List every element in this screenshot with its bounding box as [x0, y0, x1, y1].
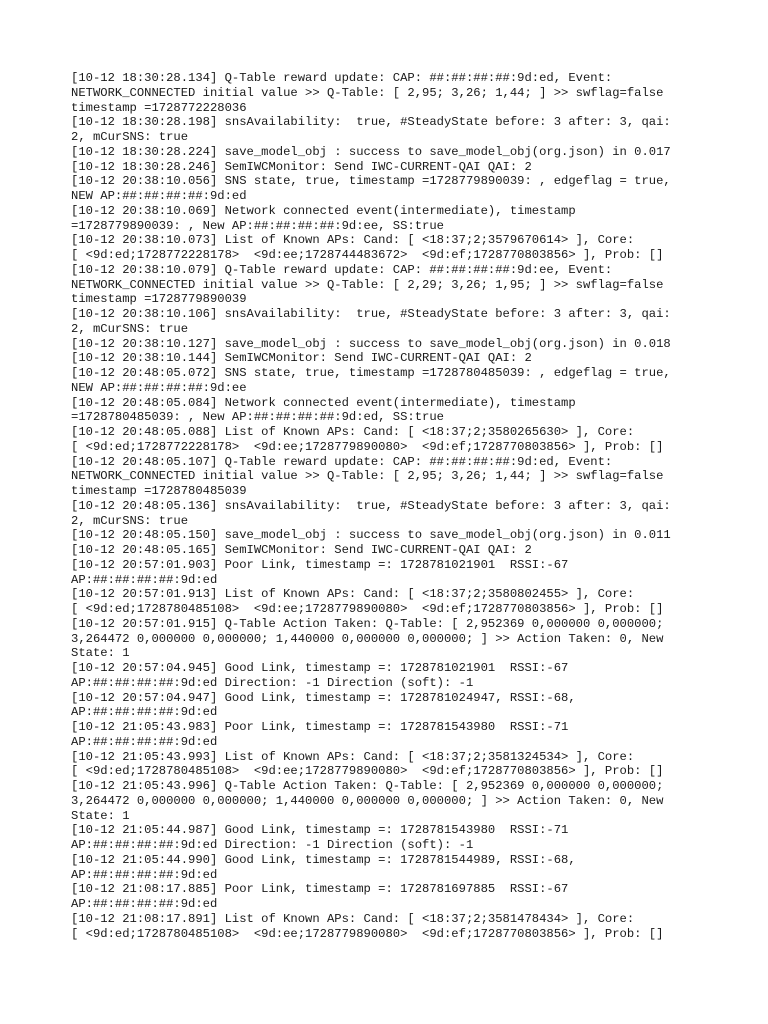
- log-line: 3,264472 0,000000 0,000000; 1,440000 0,000000 0,000000; ] >> Action Taken: 0, New: [71, 793, 664, 808]
- log-line: AP:##:##:##:##:9d:ed: [71, 867, 218, 882]
- log-line: 2, mCurSNS: true: [71, 130, 189, 144]
- log-line: [10-12 20:38:10.106] snsAvailability: true, #SteadyState before: 3 after: 3, qai:: [71, 307, 671, 321]
- log-line: [10-12 20:38:10.069] Network connected event(intermediate), timestamp: [71, 203, 576, 218]
- log-line: timestamp =1728772228036: [71, 100, 247, 115]
- log-line: [10-12 21:05:43.996] Q-Table Action Taken: Q-Table: [ 2,952369 0,000000 0,000000;: [71, 779, 664, 793]
- log-line: State: 1: [71, 646, 130, 661]
- log-line: [10-12 20:48:05.088] List of Known APs: Cand: [ <18:37;2;3580265630> ], Core:: [71, 425, 635, 439]
- log-line: [10-12 20:57:04.947] Good Link, timestamp =: 1728781024947, RSSI:-68,: [71, 690, 576, 705]
- log-line: =1728780485039: , New AP:##:##:##:##:9d:ed, SS:true: [71, 410, 444, 425]
- log-line: [10-12 20:48:05.136] snsAvailability: true, #SteadyState before: 3 after: 3, qai:: [71, 498, 671, 513]
- log-line: [10-12 21:05:43.993] List of Known APs: Cand: [ <18:37;2;3581324534> ], Core:: [71, 749, 635, 764]
- log-line: [10-12 21:08:17.885] Poor Link, timestamp =: 1728781697885 RSSI:-67: [71, 882, 569, 897]
- log-line: AP:##:##:##:##:9d:ed: [71, 734, 218, 749]
- log-line: [10-12 20:38:10.073] List of Known APs: Cand: [ <18:37;2;3579670614> ], Core:: [71, 233, 635, 248]
- log-line: [10-12 21:08:17.891] List of Known APs: Cand: [ <18:37;2;3581478434> ], Core:: [71, 911, 635, 926]
- log-line: NETWORK_CONNECTED initial value >> Q-Table: [ 2,29; 3,26; 1,95; ] >> swflag=false: [71, 277, 664, 292]
- log-line: [10-12 18:30:28.198] snsAvailability: true, #SteadyState before: 3 after: 3, qai:: [71, 115, 671, 130]
- log-line: [ <9d:ed;1728772228178> <9d:ee;1728744483672> <9d:ef;1728770803856> ], Prob: []: [71, 248, 664, 262]
- log-line: NEW AP:##:##:##:##:9d:ee: [71, 380, 247, 395]
- log-line: AP:##:##:##:##:9d:ed Direction: -1 Direction (soft): -1: [71, 838, 474, 852]
- log-line: State: 1: [71, 808, 130, 823]
- log-line: [ <9d:ed;1728780485108> <9d:ee;1728779890080> <9d:ef;1728770803856> ], Prob: []: [71, 764, 664, 779]
- log-line: [10-12 20:57:01.913] List of Known APs: Cand: [ <18:37;2;3580802455> ], Core:: [71, 587, 635, 602]
- log-line: [10-12 20:38:10.056] SNS state, true, timestamp =1728779890039: , edgeflag = true,: [71, 174, 671, 189]
- log-line: [ <9d:ed;1728772228178> <9d:ee;1728779890080> <9d:ef;1728770803856> ], Prob: []: [71, 439, 664, 454]
- log-line: AP:##:##:##:##:9d:ed Direction: -1 Direction (soft): -1: [71, 675, 474, 690]
- log-line: [10-12 20:48:05.107] Q-Table reward update: CAP: ##:##:##:##:9d:ed, Event:: [71, 454, 613, 469]
- log-line: [10-12 20:38:10.127] save_model_obj : success to save_model_obj(org.json) in 0.018: [71, 336, 671, 351]
- log-line: [10-12 20:57:01.915] Q-Table Action Taken: Q-Table: [ 2,952369 0,000000 0,000000;: [71, 616, 664, 631]
- log-line: AP:##:##:##:##:9d:ed: [71, 897, 218, 911]
- log-line: [10-12 21:05:44.987] Good Link, timestamp =: 1728781543980 RSSI:-71: [71, 823, 569, 838]
- log-line: [10-12 21:05:44.990] Good Link, timestamp =: 1728781544989, RSSI:-68,: [71, 852, 576, 867]
- log-line: [10-12 20:57:04.945] Good Link, timestamp =: 1728781021901 RSSI:-67: [71, 661, 569, 675]
- log-line: [ <9d:ed;1728780485108> <9d:ee;1728779890080> <9d:ef;1728770803856> ], Prob: []: [71, 926, 664, 941]
- log-line: [10-12 18:30:28.224] save_model_obj : success to save_model_obj(org.json) in 0.017: [71, 144, 671, 159]
- log-line: [10-12 20:48:05.072] SNS state, true, timestamp =1728780485039: , edgeflag = true,: [71, 366, 671, 380]
- log-line: 3,264472 0,000000 0,000000; 1,440000 0,000000 0,000000; ] >> Action Taken: 0, New: [71, 631, 664, 646]
- log-line: [10-12 18:30:28.246] SemIWCMonitor: Send IWC-CURRENT-QAI QAI: 2: [71, 159, 532, 174]
- log-text-block: [71, 71, 711, 941]
- log-line: [10-12 20:38:10.144] SemIWCMonitor: Send IWC-CURRENT-QAI QAI: 2: [71, 351, 532, 366]
- log-line: AP:##:##:##:##:9d:ed: [71, 705, 218, 720]
- log-line: [10-12 20:48:05.084] Network connected event(intermediate), timestamp: [71, 395, 576, 410]
- log-line: NEW AP:##:##:##:##:9d:ed: [71, 189, 247, 203]
- log-line: =1728779890039: , New AP:##:##:##:##:9d:ee, SS:true: [71, 218, 444, 233]
- log-line: 2, mCurSNS: true: [71, 513, 189, 528]
- log-line: [10-12 20:38:10.079] Q-Table reward update: CAP: ##:##:##:##:9d:ee, Event:: [71, 262, 613, 277]
- log-line: [10-12 21:05:43.983] Poor Link, timestamp =: 1728781543980 RSSI:-71: [71, 720, 569, 734]
- log-line: [10-12 20:48:05.165] SemIWCMonitor: Send IWC-CURRENT-QAI QAI: 2: [71, 543, 532, 557]
- log-line: AP:##:##:##:##:9d:ed: [71, 572, 218, 587]
- log-line: timestamp =1728779890039: [71, 292, 247, 307]
- log-line: [ <9d:ed;1728780485108> <9d:ee;1728779890080> <9d:ef;1728770803856> ], Prob: []: [71, 602, 664, 616]
- log-line: [10-12 20:48:05.150] save_model_obj : success to save_model_obj(org.json) in 0.011: [71, 528, 671, 543]
- log-line: NETWORK_CONNECTED initial value >> Q-Table: [ 2,95; 3,26; 1,44; ] >> swflag=false: [71, 85, 664, 100]
- log-line: 2, mCurSNS: true: [71, 321, 189, 336]
- log-line: [10-12 18:30:28.134] Q-Table reward update: CAP: ##:##:##:##:9d:ed, Event:: [71, 71, 613, 85]
- log-line: NETWORK_CONNECTED initial value >> Q-Table: [ 2,95; 3,26; 1,44; ] >> swflag=false: [71, 469, 664, 484]
- log-line: [10-12 20:57:01.903] Poor Link, timestamp =: 1728781021901 RSSI:-67: [71, 557, 569, 572]
- log-line: timestamp =1728780485039: [71, 484, 247, 498]
